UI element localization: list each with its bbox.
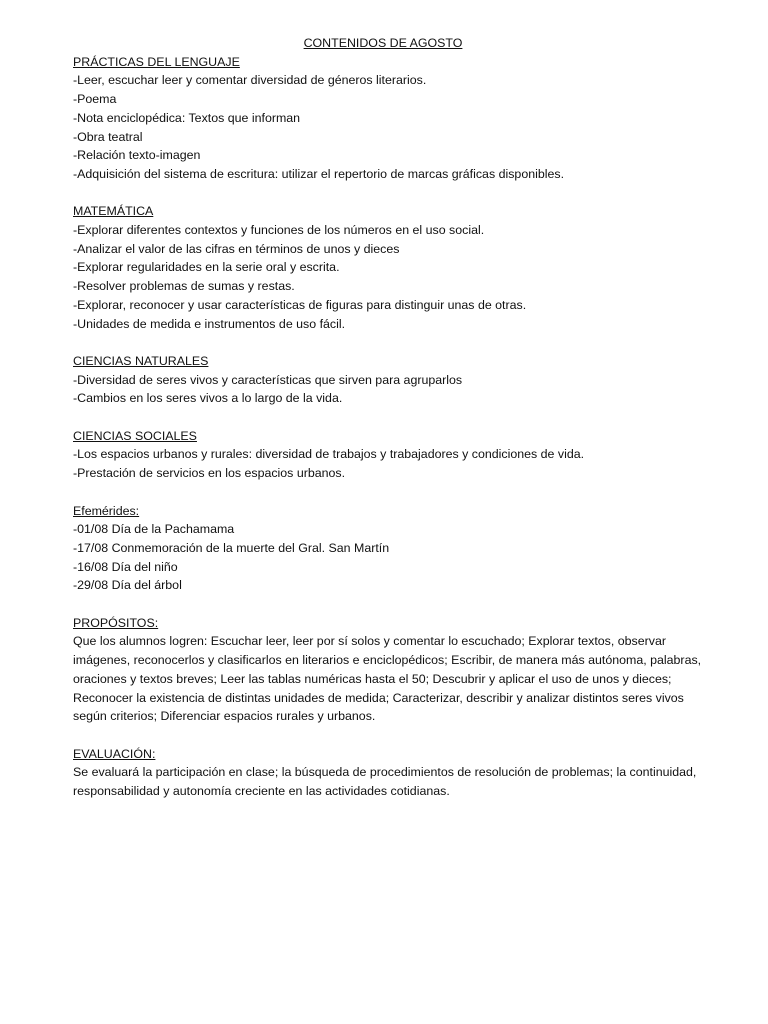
list-item: -Explorar regularidades en la serie oral y escrita. — [73, 260, 340, 275]
list-item: -Explorar diferentes contextos y funciones de los números en el uso social. — [73, 223, 485, 238]
section-heading: CIENCIAS NATURALES — [73, 353, 209, 368]
section-ciencias-sociales — [73, 427, 713, 483]
list-item: -Cambios en los seres vivos a lo largo de la vida. — [73, 391, 343, 406]
list-item: -Relación texto-imagen — [73, 148, 201, 163]
list-item: -01/08 Día de la Pachamama — [73, 522, 235, 537]
list-item: -Unidades de medida e instrumentos de uso fácil. — [73, 316, 346, 331]
list-item: -Obra teatral — [73, 129, 143, 144]
list-item: -29/08 Día del árbol — [73, 578, 182, 593]
list-item: -16/08 Día del niño — [73, 559, 178, 574]
list-item: -Explorar, reconocer y usar características de figuras para distinguir unas de otras. — [73, 297, 527, 312]
section-heading: Efemérides: — [73, 503, 140, 518]
evaluacion-paragraph: Se evaluará la participación en clase; la búsqueda de procedimientos de resolución de problemas; la continuidad, responsabilidad y autonomía creciente en las actividades cotidianas. — [73, 765, 697, 799]
list-item: -Los espacios urbanos y rurales: diversidad de trabajos y trabajadores y condiciones de vida. — [73, 447, 585, 462]
list-item: -Nota enciclopédica: Textos que informan — [73, 110, 301, 125]
list-item: -Resolver problemas de sumas y restas. — [73, 279, 295, 294]
section-efemerides — [73, 502, 713, 596]
section-heading: CIENCIAS SOCIALES — [73, 428, 197, 443]
section-evaluacion — [73, 745, 713, 801]
section-propositos — [73, 614, 713, 726]
list-item: -Leer, escuchar leer y comentar diversidad de géneros literarios. — [73, 73, 427, 88]
section-practicas-del-lenguaje — [73, 53, 713, 184]
list-item: -17/08 Conmemoración de la muerte del Gral. San Martín — [73, 540, 390, 555]
list-item: -Poema — [73, 92, 117, 107]
list-item: -Prestación de servicios en los espacios urbanos. — [73, 466, 346, 481]
section-heading: PRÁCTICAS DEL LENGUAJE — [73, 54, 240, 69]
document-page — [73, 34, 713, 819]
document-title: CONTENIDOS DE AGOSTO — [303, 36, 463, 50]
section-matematica — [73, 202, 713, 333]
section-heading: MATEMÁTICA — [73, 204, 154, 219]
propositos-paragraph: Que los alumnos logren: Escuchar leer, leer por sí solos y comentar lo escuchado; Explorar textos, observar imágenes, reconocerlos y clasificarlos en literarios e enciclopédicos; Escribir, de manera más autónoma, palabras, oraciones y textos breves; Leer las tablas numéricas hasta el 50; Descubrir y aplicar el uso de unos y dieces; Reconocer la existencia de distintas unidades de medida; Caracterizar, describir y analizar distintos seres vivos según criterios; Diferenciar espacios rurales y urbanos. — [73, 634, 702, 724]
list-item: -Analizar el valor de las cifras en términos de unos y dieces — [73, 241, 400, 256]
list-item: -Diversidad de seres vivos y características que sirven para agruparlos — [73, 372, 463, 387]
section-heading: PROPÓSITOS: — [73, 615, 159, 630]
section-heading: EVALUACIÓN: — [73, 746, 156, 761]
section-ciencias-naturales — [73, 352, 713, 408]
list-item: -Adquisición del sistema de escritura: utilizar el repertorio de marcas gráficas disponibles. — [73, 166, 565, 181]
